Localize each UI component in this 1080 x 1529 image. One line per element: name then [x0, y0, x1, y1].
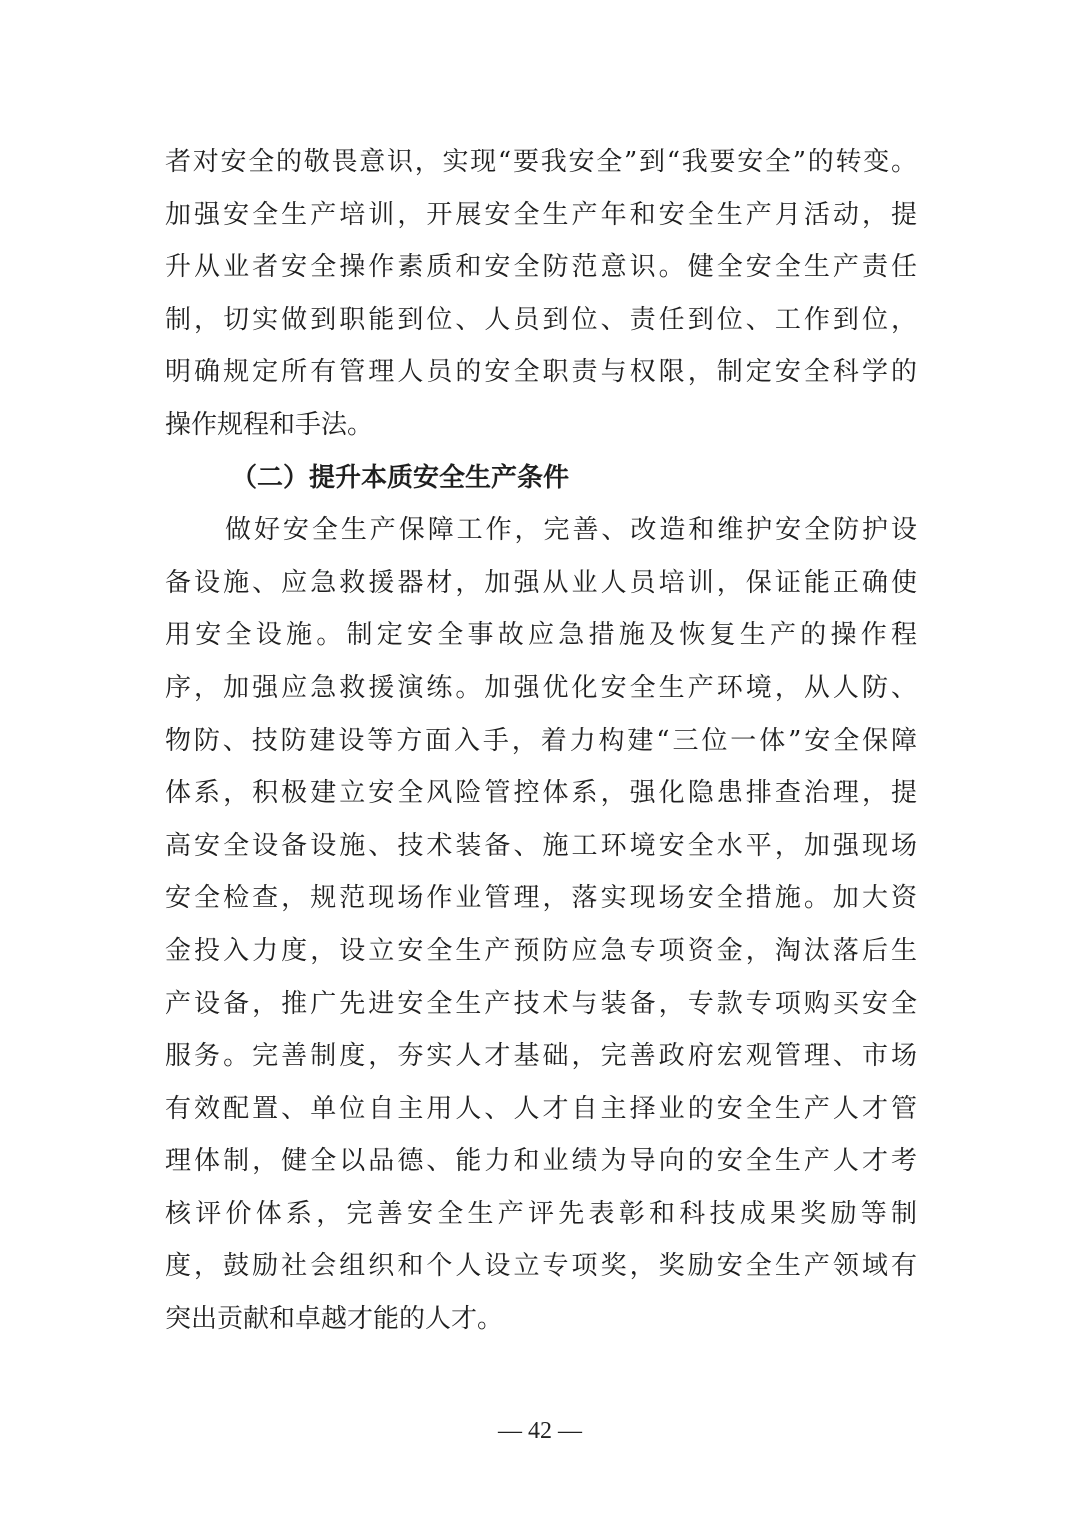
paragraph-line: 高安全设备设施、技术装备、施工环境安全水平，加强现场	[165, 830, 917, 861]
paragraph-line: 升从业者安全操作素质和安全防范意识。健全安全生产责任	[165, 252, 917, 283]
paragraph-line: 序，加强应急救援演练。加强优化安全生产环境，从人防、	[165, 672, 917, 703]
paragraph-line: 度，鼓励社会组织和个人设立专项奖，奖励安全生产领域有	[165, 1251, 917, 1282]
paragraph-line: 服务。完善制度，夯实人才基础，完善政府宏观管理、市场	[165, 1041, 917, 1072]
paragraph-line: 物防、技防建设等方面入手，着力构建“三位一体”安全保障	[165, 725, 917, 756]
paragraph-line: 突出贡献和卓越才能的人才。	[165, 1304, 504, 1335]
section-heading: （二）提升本质安全生产条件	[231, 462, 570, 493]
paragraph-line: 产设备，推广先进安全生产技术与装备，专款专项购买安全	[165, 988, 917, 1019]
paragraph-line: 制，切实做到职能到位、人员到位、责任到位、工作到位，	[165, 304, 917, 335]
paragraph-line: 明确规定所有管理人员的安全职责与权限，制定安全科学的	[165, 357, 917, 388]
page-number: — 42 —	[498, 1418, 582, 1444]
paragraph-line: 备设施、应急救援器材，加强从业人员培训，保证能正确使	[165, 567, 917, 598]
paragraph-line: 核评价体系，完善安全生产评先表彰和科技成果奖励等制	[165, 1198, 917, 1229]
paragraph-line: 用安全设施。制定安全事故应急措施及恢复生产的操作程	[165, 620, 917, 651]
paragraph-line: 安全检查，规范现场作业管理，落实现场安全措施。加大资	[165, 883, 917, 914]
paragraph-line: 有效配置、单位自主用人、人才自主择业的安全生产人才管	[165, 1093, 917, 1124]
paragraph-line: 理体制，健全以品德、能力和业绩为导向的安全生产人才考	[165, 1146, 917, 1177]
paragraph-line: 体系，积极建立安全风险管控体系，强化隐患排查治理，提	[165, 778, 917, 809]
paragraph-line: 金投入力度，设立安全生产预防应急专项资金，淘汰落后生	[165, 935, 917, 966]
paragraph-line: 者对安全的敬畏意识，实现“要我安全”到“我要安全”的转变。	[165, 147, 917, 177]
paragraph-line: 做好安全生产保障工作，完善、改造和维护安全防护设	[225, 515, 917, 546]
paragraph-line: 加强安全生产培训，开展安全生产年和安全生产月活动，提	[165, 199, 917, 230]
body-text	[165, 136, 917, 1346]
paragraph-line: 操作规程和手法。	[165, 409, 374, 440]
